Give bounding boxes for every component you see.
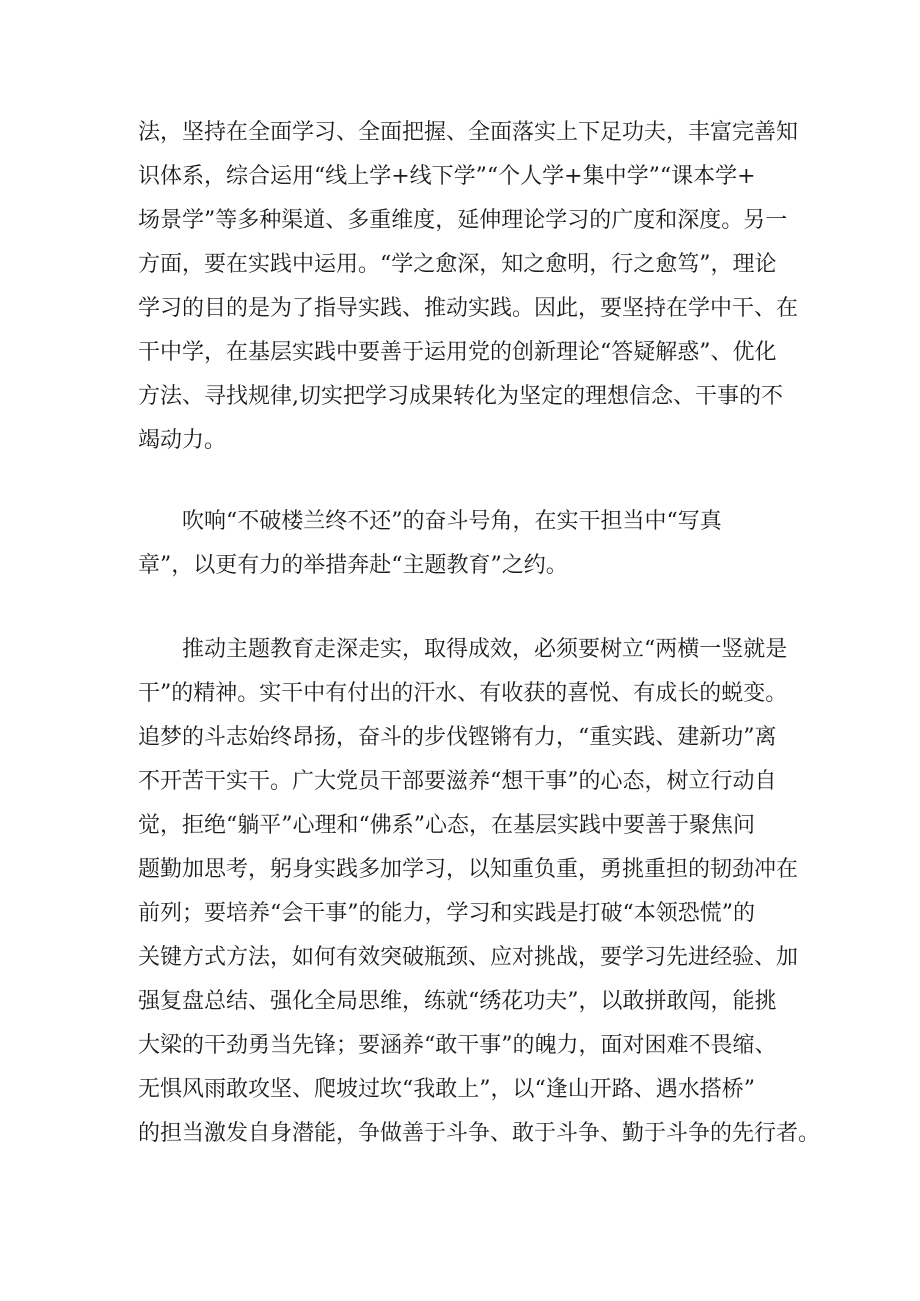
- text-line: 追梦的斗志始终昂扬，奋斗的步伐铿锵有力，“重实践、建新功”离: [138, 725, 777, 750]
- text-line: 干”的精神。实干中有付出的汗水、有收获的喜悦、有成长的蜕变。: [138, 681, 788, 706]
- text-line: 关键方式方法，如何有效突破瓶颈、应对挑战，要学习先进经验、加: [138, 945, 799, 970]
- text-line: 无惧风雨敢攻坚、爬坡过坎“我敢上”，以“逢山开路、遇水搭桥”: [138, 1077, 755, 1102]
- text-line: 竭动力。: [138, 428, 227, 453]
- text-line: 不开苦干实干。广大党员干部要滋养“想干事”的心态，树立行动自: [138, 769, 777, 794]
- text-line: 大梁的干劲勇当先锋；要涵养“敢干事”的魄力，面对困难不畏缩、: [138, 1033, 777, 1058]
- text-line: 方法、寻找规律,切实把学习成果转化为坚定的理想信念、干事的不: [138, 384, 783, 409]
- text-line: 题勤加思考，躬身实践多加学习，以知重负重，勇挑重担的韧劲冲在: [138, 857, 799, 882]
- text-line: 识体系，综合运用“线上学+线下学”“个人学+集中学”“课本学+: [138, 164, 756, 189]
- paragraph-theory-study: [138, 111, 798, 463]
- text-line: 前列；要培养“会干事”的能力，学习和实践是打破“本领恐慌”的: [138, 901, 755, 926]
- text-line: 觉，拒绝“躺平”心理和“佛系”心态，在基层实践中要善于聚焦问: [138, 813, 755, 838]
- text-line: 吹响“不破楼兰终不还”的奋斗号角，在实干担当中“写真: [182, 509, 722, 534]
- text-line: 推动主题教育走深走实，取得成效，必须要树立“两横一竖就是: [182, 637, 788, 662]
- text-line: 法，坚持在全面学习、全面把握、全面落实上下足功夫，丰富完善知: [138, 120, 799, 145]
- text-line: 的担当激发自身潜能，争做善于斗争、敢于斗争、勤于斗争的先行者。: [138, 1121, 821, 1146]
- text-line: 场景学”等多种渠道、多重维度，延伸理论学习的广度和深度。另一: [138, 208, 788, 233]
- paragraph-practical-work: [138, 628, 821, 1156]
- text-line: 干中学，在基层实践中要善于运用党的创新理论“答疑解惑”、优化: [138, 340, 777, 365]
- text-line: 强复盘总结、强化全局思维，练就“绣花功夫”，以敢拼敢闯，能挑: [138, 989, 777, 1014]
- text-line: 学习的目的是为了指导实践、推动实践。因此，要坚持在学中干、在: [138, 296, 799, 321]
- paragraph-section-heading: [138, 500, 798, 588]
- text-line: 章”，以更有力的举措奔赴“主题教育”之约。: [138, 553, 568, 578]
- text-line: 方面，要在实践中运用。“学之愈深，知之愈明，行之愈笃”，理论: [138, 252, 777, 277]
